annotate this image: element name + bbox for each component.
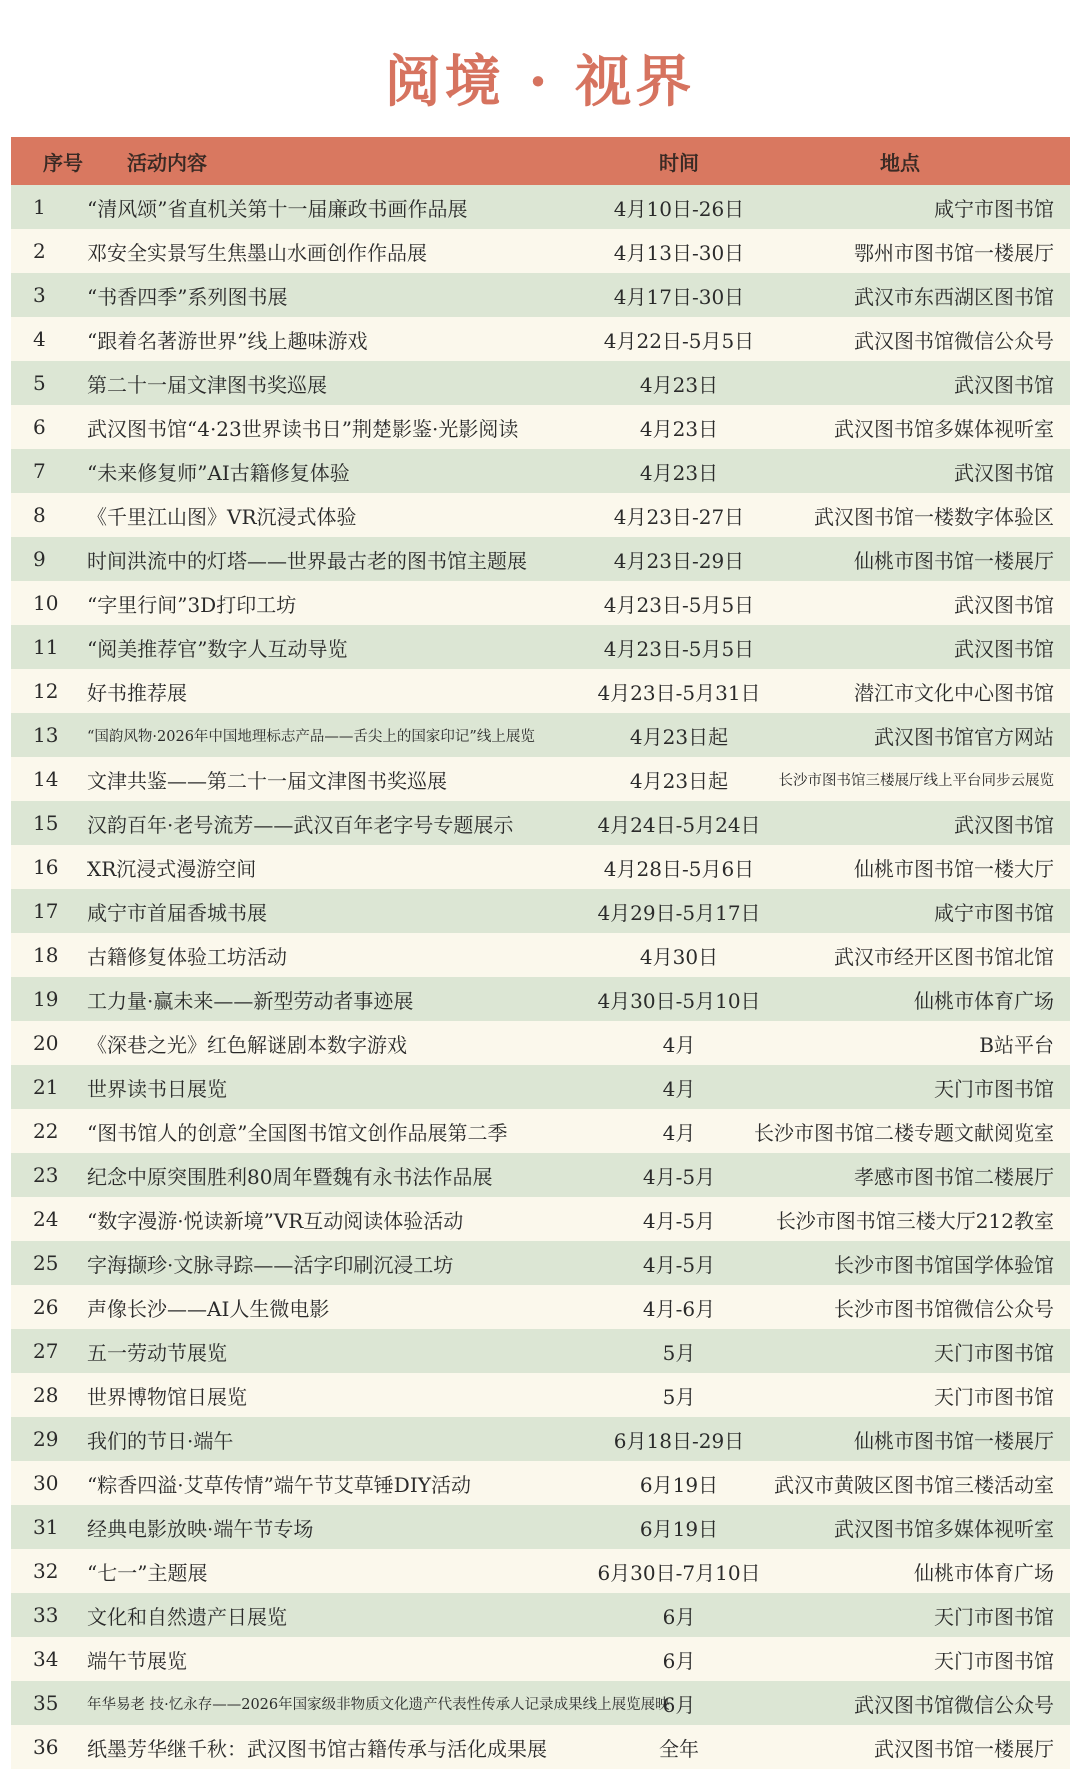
row-time: 4月23日-5月5日 — [603, 592, 755, 617]
header-place: 地点 — [880, 150, 920, 175]
row-activity: “清风颂”省直机关第十一届廉政书画作品展 — [87, 196, 468, 221]
row-activity: 好书推荐展 — [87, 680, 187, 705]
table-row — [11, 1505, 1070, 1549]
row-no: 36 — [33, 1735, 59, 1759]
row-time: 4月30日 — [639, 944, 719, 969]
header-no: 序号 — [43, 150, 83, 175]
row-activity: 文津共鉴——第二十一届文津图书奖巡展 — [87, 768, 447, 793]
row-no: 28 — [33, 1383, 59, 1407]
row-no: 2 — [33, 239, 46, 263]
row-time: 4月23日起 — [629, 768, 729, 793]
row-activity: 第二十一届文津图书奖巡展 — [87, 372, 327, 397]
row-no: 4 — [33, 327, 46, 351]
row-no: 17 — [33, 899, 59, 923]
row-activity: “粽香四溢·艾草传情”端午节艾草锤DIY活动 — [87, 1472, 471, 1497]
row-activity: 经典电影放映·端午节专场 — [87, 1516, 314, 1541]
row-activity: 端午节展览 — [87, 1648, 187, 1673]
row-activity: “字里行间”3D打印工坊 — [87, 592, 297, 617]
row-time: 4月23日-5月5日 — [603, 636, 755, 661]
page-title: 阅境 · 视界 — [384, 49, 696, 115]
row-time: 5月 — [662, 1384, 696, 1409]
table-row — [11, 1329, 1070, 1373]
row-no: 3 — [33, 283, 46, 307]
row-place: 武汉图书馆官方网站 — [874, 724, 1054, 749]
row-time: 6月18日-29日 — [613, 1428, 745, 1453]
row-place: 咸宁市图书馆 — [934, 900, 1054, 925]
row-no: 16 — [33, 855, 59, 879]
row-time: 6月 — [662, 1692, 696, 1717]
table-row — [11, 1725, 1070, 1769]
row-no: 9 — [33, 547, 46, 571]
row-time: 4月23日 — [639, 416, 719, 441]
row-time: 4月 — [662, 1076, 696, 1101]
row-no: 21 — [33, 1075, 59, 1099]
row-time: 4月23日-5月31日 — [597, 680, 761, 705]
row-place: 武汉图书馆微信公众号 — [854, 328, 1054, 353]
row-time: 4月23日-29日 — [613, 548, 745, 573]
row-activity: “未来修复师”AI古籍修复体验 — [87, 460, 350, 485]
row-place: 天门市图书馆 — [934, 1340, 1054, 1365]
row-activity: “数字漫游·悦读新境”VR互动阅读体验活动 — [87, 1208, 464, 1233]
row-place: 长沙市图书馆二楼专题文献阅览室 — [754, 1120, 1054, 1145]
row-time: 6月19日 — [639, 1516, 719, 1541]
row-no: 31 — [33, 1515, 59, 1539]
table-row — [11, 669, 1070, 713]
row-no: 25 — [33, 1251, 59, 1275]
activity-table — [11, 137, 1070, 1769]
row-no: 10 — [33, 591, 59, 615]
row-no: 6 — [33, 415, 46, 439]
row-place: 仙桃市体育广场 — [914, 1560, 1054, 1585]
row-no: 8 — [33, 503, 46, 527]
row-place: 天门市图书馆 — [934, 1384, 1054, 1409]
table-row — [11, 1373, 1070, 1417]
row-no: 29 — [33, 1427, 59, 1451]
row-place: 孝感市图书馆二楼展厅 — [854, 1164, 1054, 1189]
row-time: 4月13日-30日 — [613, 240, 745, 265]
row-place: 仙桃市图书馆一楼展厅 — [854, 548, 1054, 573]
table-row — [11, 889, 1070, 933]
row-place: 武汉市经开区图书馆北馆 — [834, 944, 1054, 969]
row-no: 30 — [33, 1471, 59, 1495]
row-no: 35 — [33, 1691, 59, 1715]
row-activity: 《深巷之光》红色解谜剧本数字游戏 — [87, 1032, 407, 1057]
row-place: 武汉市黄陂区图书馆三楼活动室 — [774, 1472, 1054, 1497]
table-row — [11, 273, 1070, 317]
row-place: 长沙市图书馆三楼大厅212教室 — [775, 1208, 1054, 1233]
row-no: 26 — [33, 1295, 59, 1319]
row-time: 4月-5月 — [642, 1252, 716, 1277]
row-place: 武汉图书馆 — [954, 812, 1054, 837]
row-time: 4月28日-5月6日 — [603, 856, 755, 881]
row-no: 20 — [33, 1031, 59, 1055]
table-row — [11, 317, 1070, 361]
row-activity: 时间洪流中的灯塔——世界最古老的图书馆主题展 — [87, 548, 527, 573]
row-activity: 声像长沙——AI人生微电影 — [87, 1296, 330, 1321]
row-place: 武汉图书馆 — [954, 636, 1054, 661]
row-no: 34 — [33, 1647, 59, 1671]
row-time: 4月24日-5月24日 — [597, 812, 761, 837]
row-time: 6月19日 — [639, 1472, 719, 1497]
row-activity: “跟着名著游世界”线上趣味游戏 — [87, 328, 368, 353]
row-time: 4月 — [662, 1120, 696, 1145]
table-row — [11, 801, 1070, 845]
row-time: 5月 — [662, 1340, 696, 1365]
row-place: 天门市图书馆 — [934, 1076, 1054, 1101]
table-row — [11, 1241, 1070, 1285]
table-row — [11, 1549, 1070, 1593]
row-activity: 《千里江山图》VR沉浸式体验 — [87, 504, 357, 529]
row-activity: 纸墨芳华继千秋：武汉图书馆古籍传承与活化成果展 — [87, 1736, 547, 1761]
row-time: 6月30日-7月10日 — [597, 1560, 761, 1585]
table-row — [11, 1153, 1070, 1197]
row-place: B站平台 — [979, 1032, 1054, 1057]
row-activity: 我们的节日·端午 — [87, 1428, 234, 1453]
row-time: 4月30日-5月10日 — [597, 988, 761, 1013]
row-no: 22 — [33, 1119, 59, 1143]
row-no: 7 — [33, 459, 46, 483]
table-row — [11, 933, 1070, 977]
table-row — [11, 1461, 1070, 1505]
row-activity: 武汉图书馆“4·23世界读书日”荆楚影鉴·光影阅读 — [87, 416, 519, 441]
row-place: 武汉图书馆微信公众号 — [854, 1692, 1054, 1717]
row-place: 长沙市图书馆国学体验馆 — [834, 1252, 1054, 1277]
row-no: 11 — [33, 635, 59, 659]
row-activity: “书香四季”系列图书展 — [87, 284, 288, 309]
row-time: 4月10日-26日 — [613, 196, 745, 221]
row-activity: 字海撷珍·文脉寻踪——活字印刷沉浸工坊 — [87, 1252, 454, 1277]
header-time: 时间 — [659, 150, 699, 175]
row-place: 鄂州市图书馆一楼展厅 — [854, 240, 1054, 265]
row-place: 武汉图书馆 — [954, 460, 1054, 485]
row-no: 1 — [33, 195, 46, 219]
row-activity: 世界博物馆日展览 — [87, 1384, 247, 1409]
table-row — [11, 713, 1070, 757]
row-activity: “阅美推荐官”数字人互动导览 — [87, 636, 348, 661]
row-place: 咸宁市图书馆 — [934, 196, 1054, 221]
row-place: 天门市图书馆 — [934, 1648, 1054, 1673]
row-activity: “图书馆人的创意”全国图书馆文创作品展第二季 — [87, 1120, 508, 1145]
row-place: 仙桃市图书馆一楼大厅 — [854, 856, 1054, 881]
row-activity: 汉韵百年·老号流芳——武汉百年老字号专题展示 — [87, 812, 514, 837]
table-row — [11, 1065, 1070, 1109]
row-activity: 咸宁市首届香城书展 — [87, 900, 267, 925]
row-no: 15 — [33, 811, 59, 835]
row-no: 33 — [33, 1603, 59, 1627]
row-no: 23 — [33, 1163, 59, 1187]
row-time: 4月23日-27日 — [613, 504, 745, 529]
row-no: 32 — [33, 1559, 59, 1583]
row-time: 4月22日-5月5日 — [603, 328, 755, 353]
row-activity: 五一劳动节展览 — [87, 1340, 227, 1365]
row-place: 武汉图书馆多媒体视听室 — [834, 1516, 1054, 1541]
row-no: 24 — [33, 1207, 59, 1231]
row-place: 武汉图书馆一楼展厅 — [874, 1736, 1054, 1761]
row-place: 仙桃市图书馆一楼展厅 — [854, 1428, 1054, 1453]
row-place: 武汉图书馆一楼数字体验区 — [814, 504, 1054, 529]
row-activity: 文化和自然遗产日展览 — [87, 1604, 287, 1629]
table-row — [11, 449, 1070, 493]
row-activity: “国韵风物·2026年中国地理标志产品——舌尖上的国家印记”线上展览 — [87, 728, 535, 745]
row-place: 潜江市文化中心图书馆 — [854, 680, 1054, 705]
row-time: 4月29日-5月17日 — [597, 900, 761, 925]
table-row — [11, 1637, 1070, 1681]
row-place: 仙桃市体育广场 — [914, 988, 1054, 1013]
table-body — [11, 185, 1070, 1769]
table-header — [11, 137, 1070, 185]
row-place: 武汉市东西湖区图书馆 — [854, 284, 1054, 309]
table-row — [11, 1417, 1070, 1461]
row-activity: 邓安全实景写生焦墨山水画创作作品展 — [87, 240, 427, 265]
table-row — [11, 1021, 1070, 1065]
row-time: 6月 — [662, 1604, 696, 1629]
table-row — [11, 1681, 1070, 1725]
row-no: 13 — [33, 723, 59, 747]
row-time: 全年 — [659, 1736, 699, 1761]
row-place: 长沙市图书馆微信公众号 — [834, 1296, 1054, 1321]
row-no: 5 — [33, 371, 46, 395]
row-time: 4月23日起 — [629, 724, 729, 749]
table-row — [11, 185, 1070, 229]
table-row — [11, 537, 1070, 581]
row-activity: 年华易老 技·忆永存——2026年国家级非物质文化遗产代表性传承人记录成果线上展览展映 — [87, 1696, 670, 1713]
row-time: 6月 — [662, 1648, 696, 1673]
row-activity: 工力量·赢未来——新型劳动者事迹展 — [87, 988, 414, 1013]
header-activity: 活动内容 — [127, 150, 207, 175]
row-activity: 世界读书日展览 — [87, 1076, 227, 1101]
row-time: 4月 — [662, 1032, 696, 1057]
table-row — [11, 845, 1070, 889]
row-activity: 纪念中原突围胜利80周年暨魏有永书法作品展 — [87, 1164, 493, 1189]
row-time: 4月17日-30日 — [613, 284, 745, 309]
row-activity: 古籍修复体验工坊活动 — [87, 944, 287, 969]
row-no: 18 — [33, 943, 59, 967]
table-row — [11, 977, 1070, 1021]
row-no: 27 — [33, 1339, 59, 1363]
table-row — [11, 405, 1070, 449]
row-place: 武汉图书馆 — [954, 372, 1054, 397]
row-activity: “七一”主题展 — [87, 1560, 208, 1585]
table-row — [11, 1285, 1070, 1329]
row-no: 19 — [33, 987, 59, 1011]
row-time: 4月23日 — [639, 372, 719, 397]
table-row — [11, 493, 1070, 537]
row-time: 4月-6月 — [642, 1296, 716, 1321]
row-no: 14 — [33, 767, 59, 791]
row-time: 4月23日 — [639, 460, 719, 485]
table-row — [11, 1197, 1070, 1241]
row-place: 武汉图书馆多媒体视听室 — [834, 416, 1054, 441]
table-row — [11, 581, 1070, 625]
row-time: 4月-5月 — [642, 1164, 716, 1189]
table-row — [11, 1593, 1070, 1637]
row-time: 4月-5月 — [642, 1208, 716, 1233]
row-place: 武汉图书馆 — [954, 592, 1054, 617]
row-activity: XR沉浸式漫游空间 — [87, 856, 257, 881]
row-no: 12 — [33, 679, 59, 703]
table-row — [11, 361, 1070, 405]
row-place: 长沙市图书馆三楼展厅线上平台同步云展览 — [778, 772, 1054, 789]
table-row — [11, 229, 1070, 273]
table-row — [11, 625, 1070, 669]
table-row — [11, 1109, 1070, 1153]
table-row — [11, 757, 1070, 801]
row-place: 天门市图书馆 — [934, 1604, 1054, 1629]
